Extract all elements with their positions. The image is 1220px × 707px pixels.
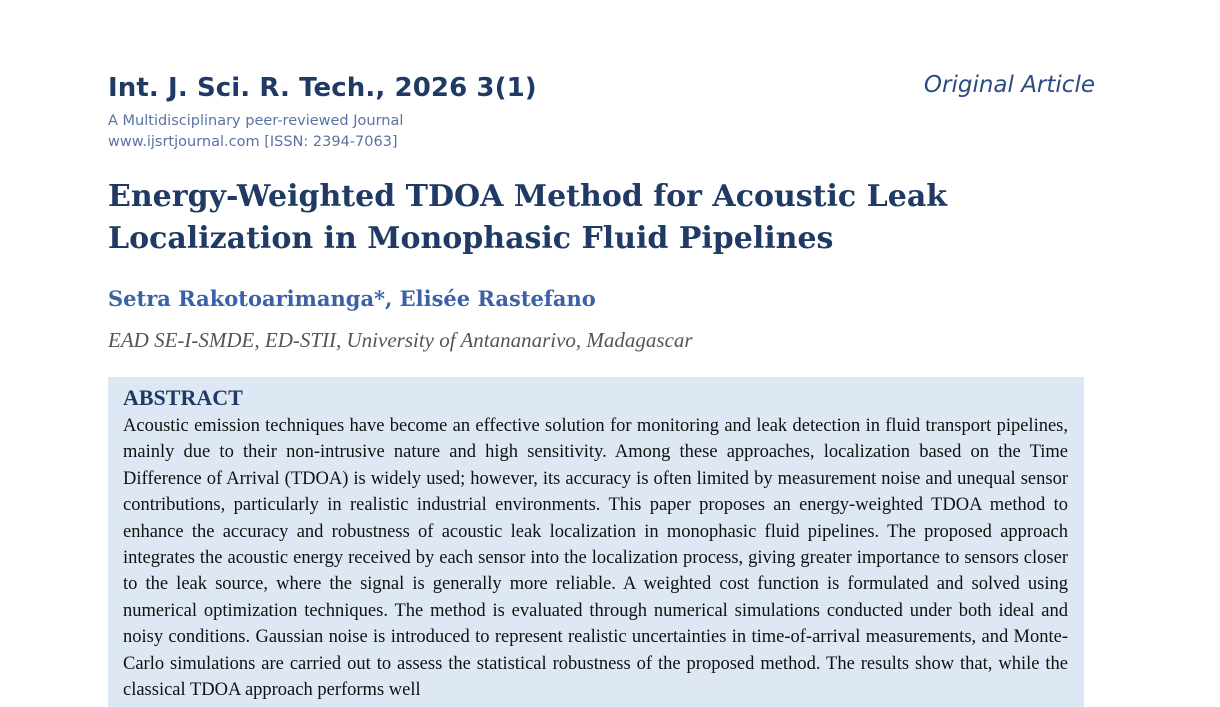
abstract-box (108, 377, 1084, 707)
article-type-label: Original Article (923, 72, 1095, 98)
author-affiliation: EAD SE-I-SMDE, ED-STII, University of Antananarivo, Madagascar (108, 328, 693, 352)
journal-title: Int. J. Sci. R. Tech., 2026 3(1) (108, 73, 537, 103)
journal-subtitle: A Multidisciplinary peer-reviewed Journal (108, 113, 404, 129)
abstract-heading: ABSTRACT (123, 385, 243, 410)
paper-title: Energy-Weighted TDOA Method for Acoustic Leak Localization in Monophasic Fluid Pipelines (108, 179, 948, 256)
abstract-text: Acoustic emission techniques have become an effective solution for monitoring and leak detection in fluid transport pipelines, mainly due to their non-intrusive nature and high sensitivity. Among these approaches, localization based on the Time Difference of Arrival (TDOA) is widely used; however, its accuracy is often limited by measurement noise and unequal sensor contributions, particularly in realistic industrial environments. This paper proposes an energy-weighted TDOA method to enhance the accuracy and robustness of acoustic leak localization in monophasic fluid pipelines. The proposed approach integrates the acoustic energy received by each sensor into the localization process, giving greater importance to sensors closer to the leak source, where the signal is generally more reliable. A weighted cost function is formulated and solved using numerical optimization techniques. The method is evaluated through numerical simulations conducted under both ideal and noisy conditions. Gaussian noise is introduced to represent realistic uncertainties in time-of-arrival measurements, and Monte-Carlo simulations are carried out to assess the statistical robustness of the proposed method. The results show that, while the classical TDOA approach performs well (123, 416, 1068, 701)
author-list: Setra Rakotoarimanga*, Elisée Rastefano (108, 286, 596, 311)
journal-website: www.ijsrtjournal.com [ISSN: 2394-7063] (108, 134, 398, 150)
